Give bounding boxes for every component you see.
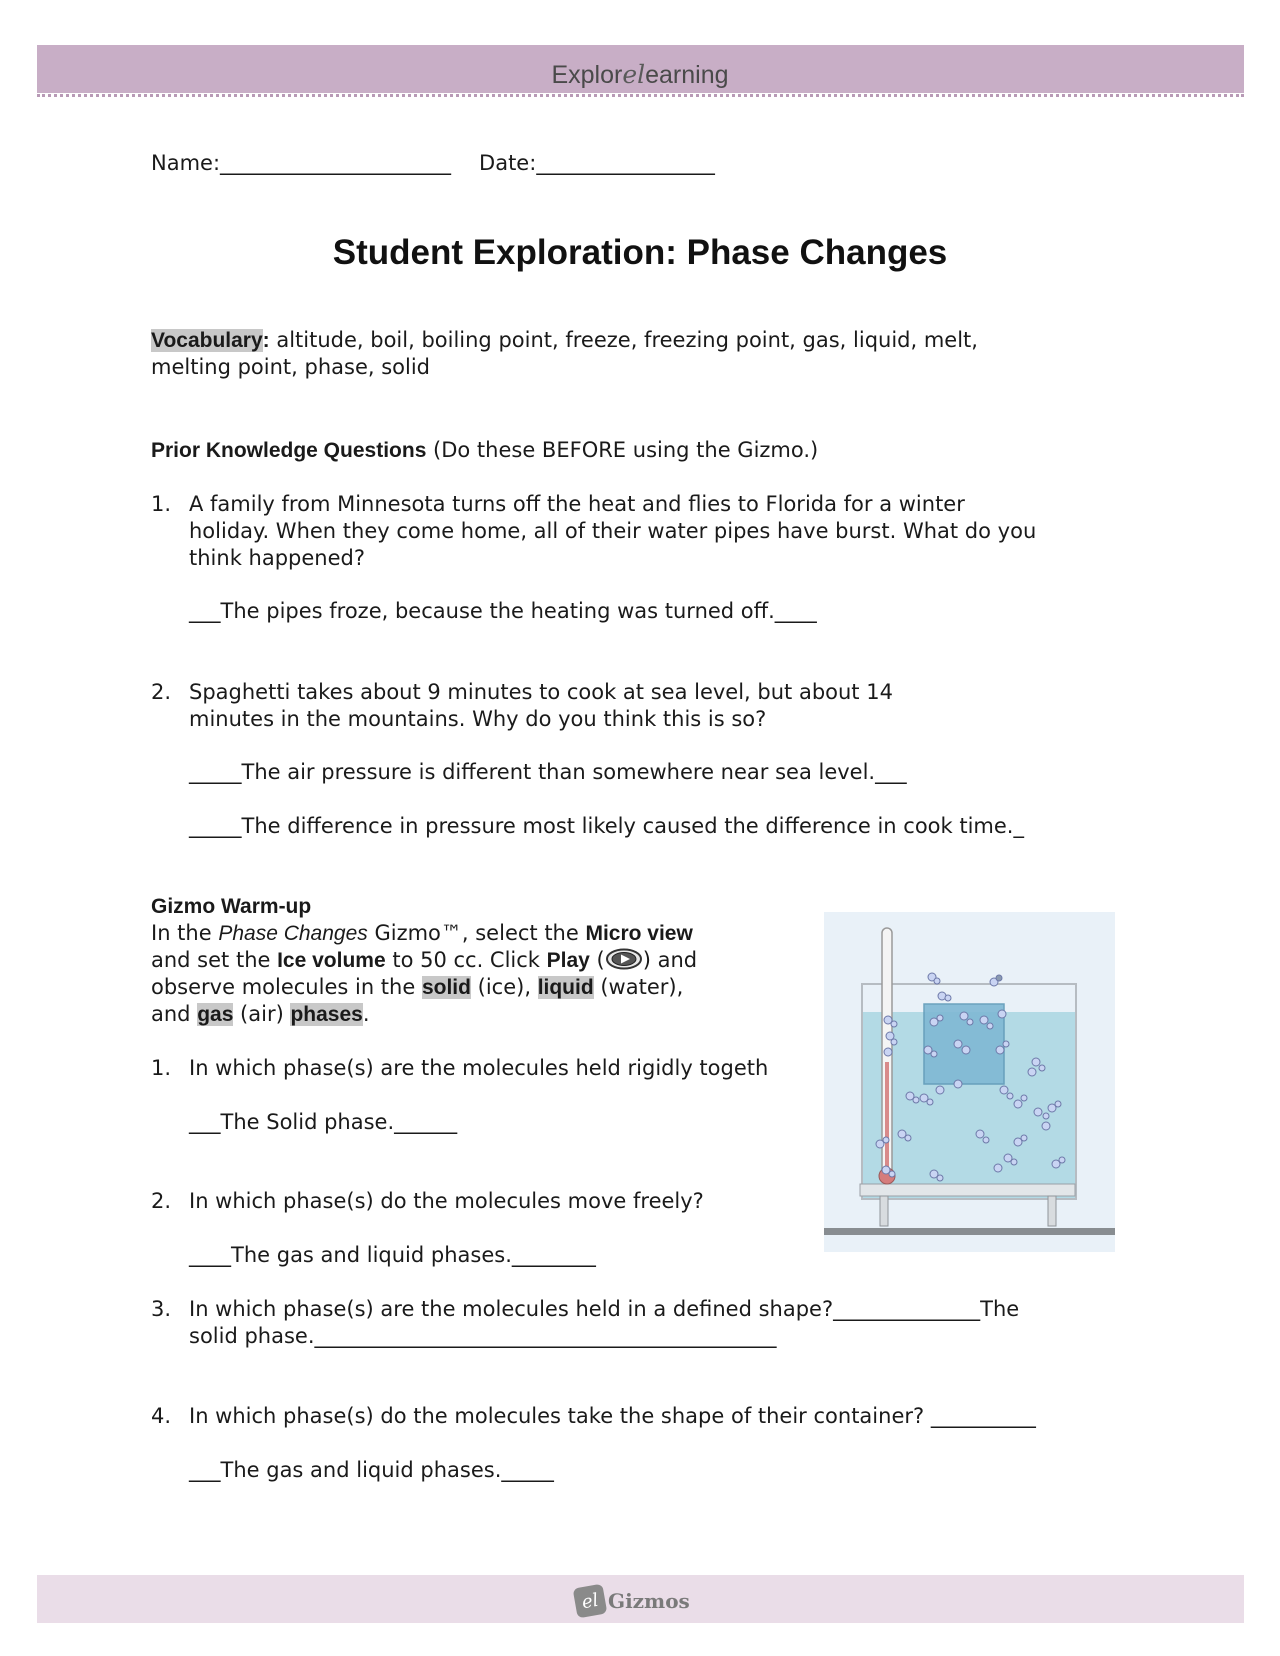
warmup-p4-phases: phases <box>290 1003 363 1026</box>
warmup-paragraph-line-1 <box>151 920 693 947</box>
warmup-p2-c: to 50 cc. Click <box>385 948 547 972</box>
logo-text-2: earning <box>645 61 729 89</box>
warmup-q3-line-1[interactable]: In which phase(s) are the molecules held in a defined shape?______________The <box>189 1297 1020 1321</box>
warmup-p1-c: Gizmo™, select the <box>367 921 586 945</box>
logo-swash: el <box>622 60 646 89</box>
prior-note: (Do these BEFORE using the Gizmo.) <box>426 438 819 462</box>
prior-heading-text: Prior Knowledge Questions <box>151 439 427 462</box>
page-title: Student Exploration: Phase Changes <box>332 233 948 272</box>
prior-q1-number: 1. <box>151 492 172 516</box>
play-button-icon <box>605 948 643 970</box>
warmup-q1-number: 1. <box>151 1056 172 1080</box>
prior-q1-line-3: think happened? <box>189 546 365 570</box>
vocabulary-colon: : <box>262 329 270 352</box>
vocabulary-label: Vocabulary <box>151 329 263 352</box>
warmup-q2-text: In which phase(s) do the molecules move freely? <box>189 1189 704 1213</box>
prior-q2-answer-1[interactable]: _____The air pressure is different than somewhere near sea level.___ <box>189 760 907 784</box>
warmup-p1-gizmo-name: Phase Changes <box>218 922 368 945</box>
vocabulary-line-2: melting point, phase, solid <box>151 355 431 379</box>
warmup-p2-play: Play <box>546 949 590 972</box>
header-divider <box>37 94 1244 97</box>
thermometer-column <box>885 1062 889 1174</box>
warmup-p3-liquid: liquid <box>537 976 594 999</box>
stand-leg-left <box>880 1196 888 1226</box>
warmup-q3-number: 3. <box>151 1297 172 1321</box>
stand-top <box>860 1184 1075 1196</box>
warmup-p3-c: (ice), <box>470 975 538 999</box>
warmup-q4-answer[interactable]: ___The gas and liquid phases._____ <box>189 1458 554 1482</box>
name-field[interactable]: ______________________ <box>220 151 452 175</box>
name-date-row <box>151 150 715 177</box>
prior-q2-answer-2[interactable]: _____The difference in pressure most likely caused the difference in cook time._ <box>189 814 1024 838</box>
warmup-p4-c: (air) <box>233 1002 291 1026</box>
prior-q2-line-2: minutes in the mountains. Why do you think this is so? <box>189 707 767 731</box>
warmup-p4-e: . <box>362 1002 370 1026</box>
warmup-paragraph-line-3 <box>151 974 683 1001</box>
warmup-q1-answer[interactable]: ___The Solid phase.______ <box>189 1110 458 1134</box>
date-field[interactable]: _________________ <box>536 151 715 175</box>
warmup-p3-e: (water), <box>593 975 684 999</box>
prior-q1-line-1: A family from Minnesota turns off the heat and flies to Florida for a winter <box>189 492 965 516</box>
name-label: Name: <box>151 151 221 175</box>
warmup-p3-solid: solid <box>421 976 471 999</box>
prior-q1-line-2: holiday. When they come home, all of their water pipes have burst. What do you <box>189 519 1037 543</box>
logo-text-1: Explor <box>551 61 623 89</box>
warmup-p2-ice-volume: Ice volume <box>277 949 386 972</box>
warmup-q2-answer[interactable]: ____The gas and liquid phases.________ <box>189 1243 596 1267</box>
warmup-p1-micro-view: Micro view <box>585 922 693 945</box>
warmup-p1-a: In the <box>151 921 219 945</box>
gizmos-logo <box>575 1584 690 1618</box>
warmup-q4-number: 4. <box>151 1404 172 1428</box>
warmup-q3-line-2[interactable]: solid phase.____________________________________________ <box>189 1324 777 1348</box>
prior-q1-answer[interactable]: ___The pipes froze, because the heating was turned off.____ <box>189 599 817 623</box>
warmup-paragraph-line-4 <box>151 1001 370 1028</box>
warmup-q1-text: In which phase(s) are the molecules held rigidly togeth <box>189 1056 769 1080</box>
warmup-p4-gas: gas <box>197 1003 234 1026</box>
warmup-p3-a: observe molecules in the <box>151 975 422 999</box>
prior-knowledge-heading <box>151 437 818 464</box>
prior-q2-line-1: Spaghetti takes about 9 minutes to cook at sea level, but about 14 <box>189 680 893 704</box>
date-label: Date: <box>479 151 537 175</box>
phase-changes-gizmo-illustration <box>824 912 1115 1252</box>
warmup-p2-e: ( <box>589 948 605 972</box>
stand-leg-right <box>1048 1196 1056 1226</box>
warmup-p2-f: ) and <box>642 948 698 972</box>
prior-q2-number: 2. <box>151 680 172 704</box>
table-surface <box>824 1228 1115 1235</box>
warmup-q4-text: In which phase(s) do the molecules take the shape of their container? __________ <box>189 1404 1036 1428</box>
el-logo-icon: el <box>573 1584 608 1619</box>
warmup-p4-a: and <box>151 1002 198 1026</box>
vocabulary-line-1 <box>151 327 978 354</box>
gizmos-wordmark: Gizmos <box>608 1589 690 1613</box>
warmup-heading: Gizmo Warm-up <box>151 895 312 918</box>
warmup-paragraph-line-2 <box>151 947 697 974</box>
warmup-q2-number: 2. <box>151 1189 172 1213</box>
warmup-p2-a: and set the <box>151 948 278 972</box>
vocabulary-terms-1: altitude, boil, boiling point, freeze, freezing point, gas, liquid, melt, <box>269 328 978 352</box>
explorelearning-logo <box>0 60 1280 90</box>
